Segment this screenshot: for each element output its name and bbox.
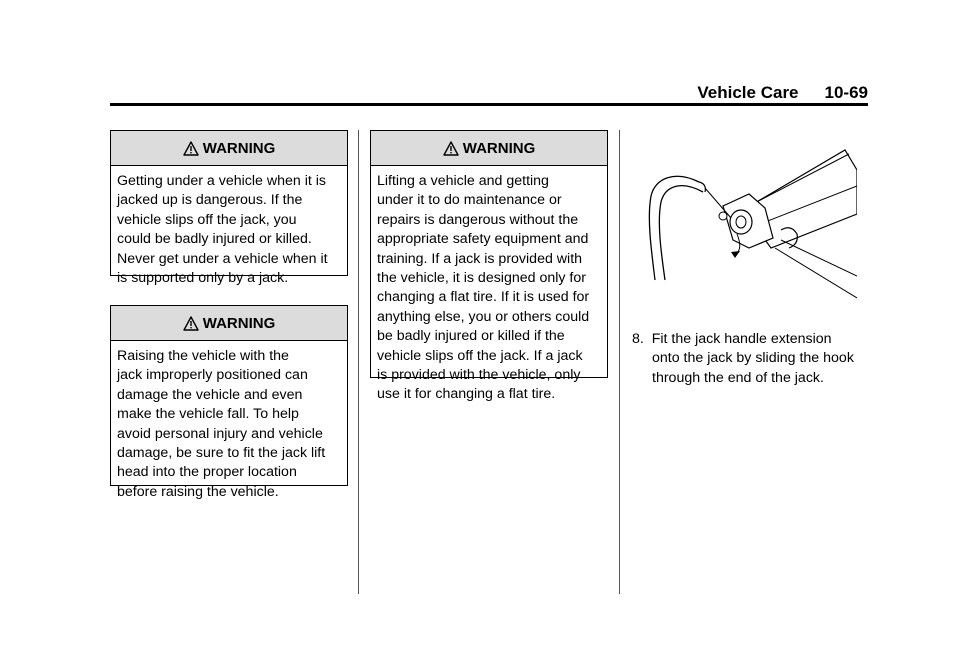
warning-line: be badly injured or killed if the: [377, 328, 565, 345]
warning-line: jack improperly positioned can: [117, 367, 308, 384]
warning-triangle-icon: [183, 141, 199, 156]
warning-line: is supported only by a jack.: [117, 270, 289, 287]
warning-title: WARNING: [202, 139, 276, 157]
warning-line: repairs is dangerous without the: [377, 211, 579, 228]
step-8: [632, 330, 872, 388]
warning-line: Raising the vehicle with the: [117, 348, 289, 364]
warning-line: avoid personal injury and vehicle: [117, 425, 323, 442]
warning-triangle-icon: [183, 316, 199, 331]
header-rule: [110, 103, 868, 106]
warning-line: the vehicle, it is designed only for: [377, 270, 586, 287]
warning-box-1: [110, 130, 348, 287]
jack-handle-hook-illustration: [645, 148, 857, 304]
warning-text: [111, 341, 347, 508]
section-title: Vehicle Care: [697, 83, 799, 102]
warning-header: [111, 306, 347, 341]
warning-header: [111, 131, 347, 166]
step-text: Fit the jack handle extension: [651, 331, 832, 347]
warning-line: appropriate safety equipment and: [377, 231, 589, 248]
step-number: 8.: [632, 331, 644, 347]
warning-line: vehicle slips off the jack, you: [117, 211, 297, 228]
warning-line: training. If a jack is provided with: [377, 250, 583, 267]
step-line-1: [632, 330, 872, 349]
warning-line: changing a flat tire. If it is used for: [377, 289, 590, 306]
warning-text: [371, 166, 607, 411]
warning-line: head into the proper location: [117, 464, 297, 481]
warning-line: anything else, you or others could: [377, 308, 590, 325]
warning-line: before raising the vehicle.: [117, 483, 279, 500]
warning-box-2: [110, 305, 348, 500]
warning-box-3: [370, 130, 608, 403]
step-text: onto the jack by sliding the hook: [652, 350, 854, 367]
warning-line: jacked up is dangerous. If the: [117, 192, 303, 209]
warning-line: vehicle slips off the jack. If a jack: [377, 347, 583, 364]
warning-line: is provided with the vehicle, only: [377, 367, 581, 384]
warning-line: make the vehicle fall. To help: [117, 406, 299, 423]
column-divider-2: [619, 130, 620, 594]
warning-line: could be badly injured or killed.: [117, 231, 312, 248]
warning-line: use it for changing a flat tire.: [377, 386, 556, 403]
warning-header: [371, 131, 607, 166]
step-text: through the end of the jack.: [652, 369, 824, 386]
warning-text: [111, 166, 347, 294]
warning-line: Getting under a vehicle when it is: [117, 173, 326, 189]
page-number: 10-69: [824, 83, 868, 102]
warning-title: WARNING: [202, 314, 276, 332]
warning-line: Lifting a vehicle and getting: [377, 173, 549, 189]
warning-line: damage the vehicle and even: [117, 386, 303, 403]
page-header: [110, 82, 868, 104]
warning-triangle-icon: [443, 141, 459, 156]
warning-line: Never get under a vehicle when it: [117, 250, 328, 267]
warning-title: WARNING: [462, 139, 536, 157]
warning-line: under it to do maintenance or: [377, 192, 562, 209]
warning-line: damage, be sure to fit the jack lift: [117, 445, 326, 462]
column-divider-1: [358, 130, 359, 594]
